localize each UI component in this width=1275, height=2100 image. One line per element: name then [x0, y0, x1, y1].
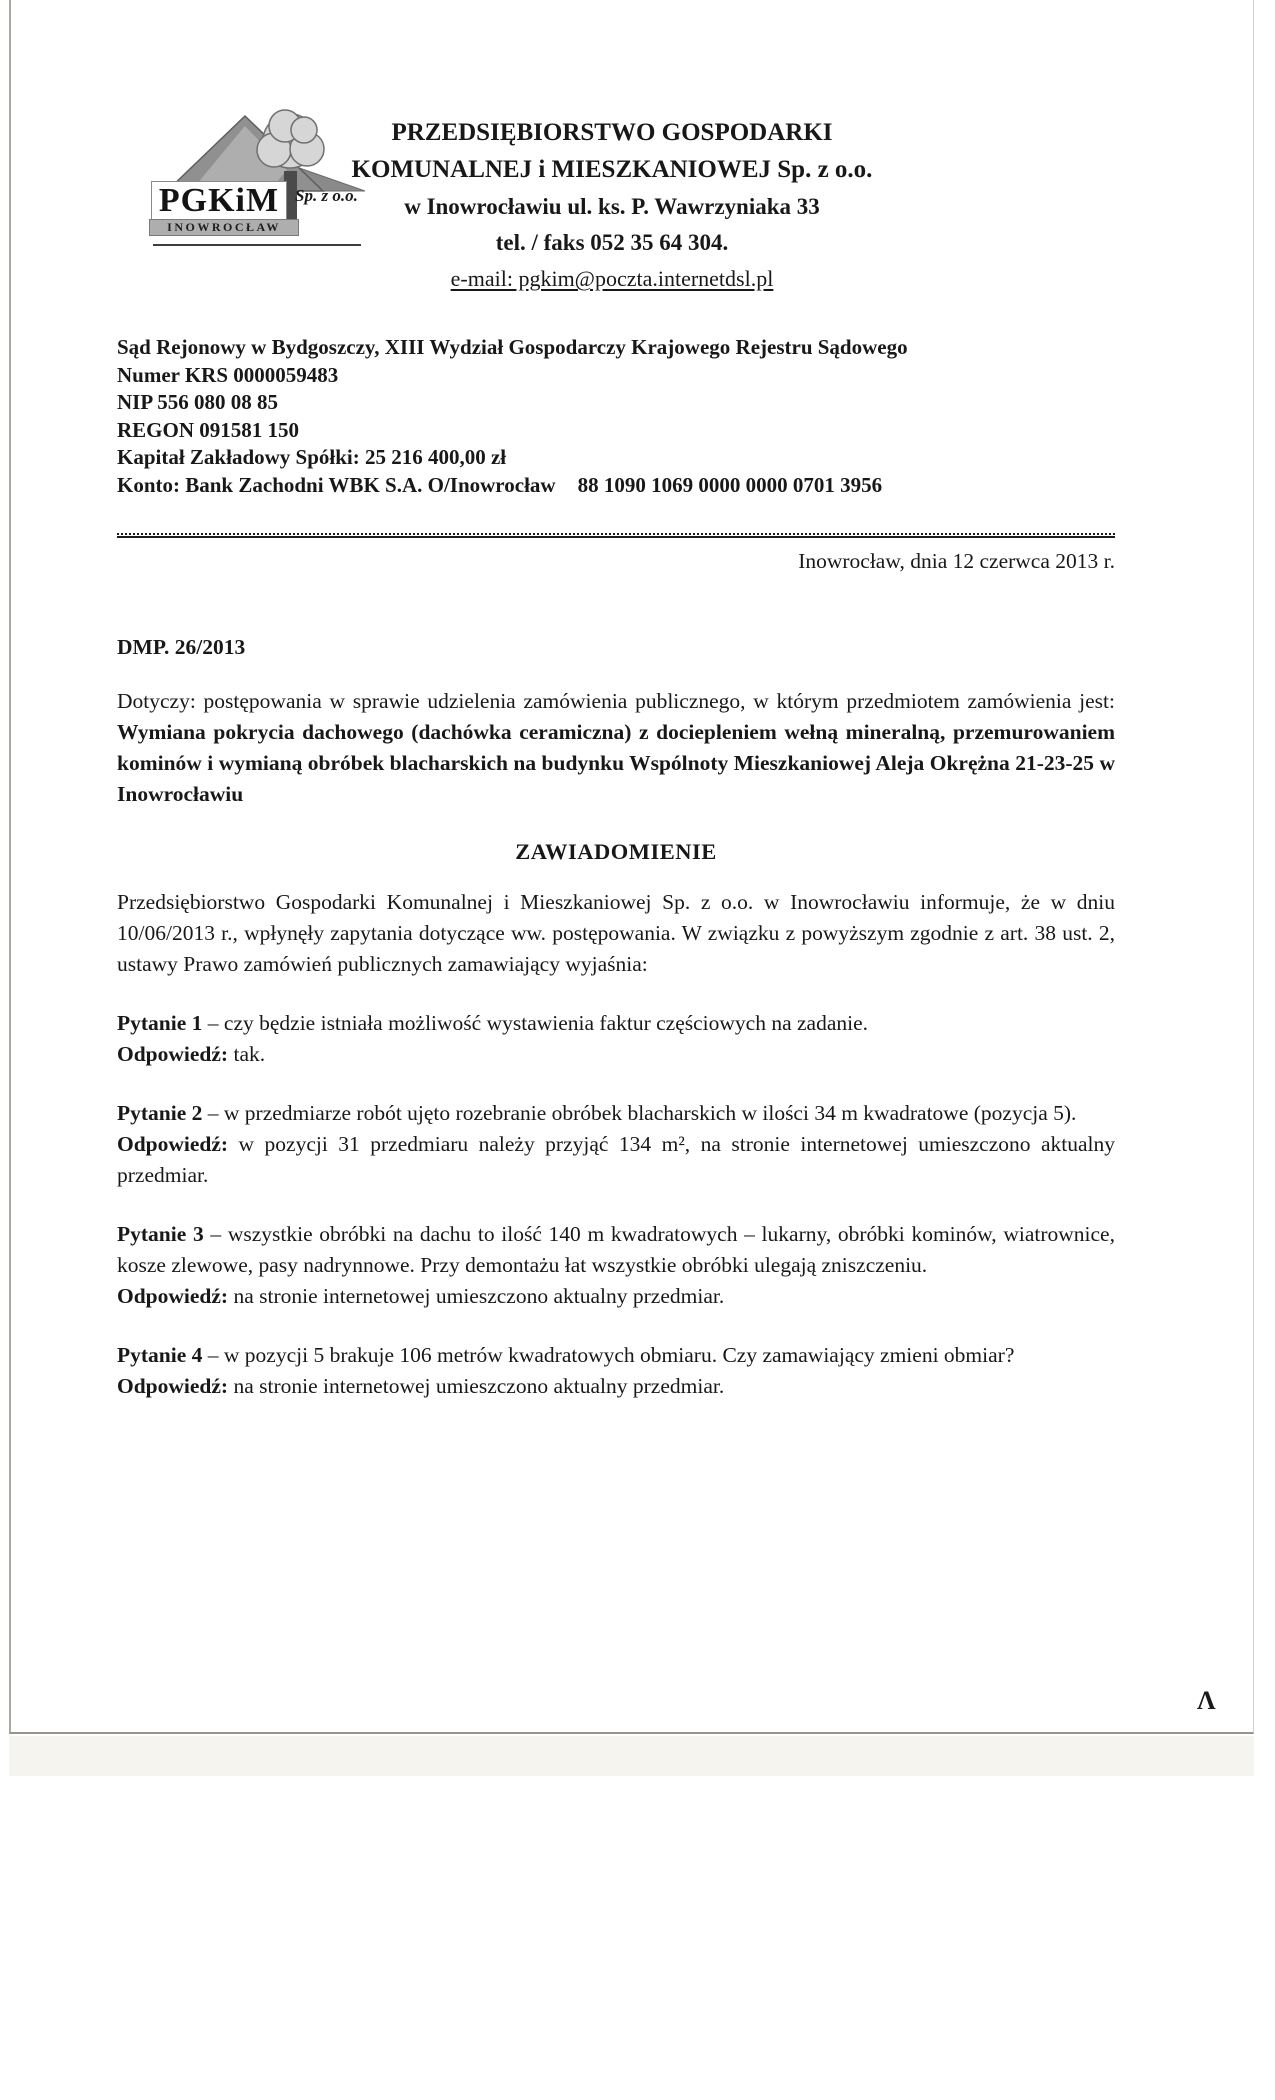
- account-label: Konto: Bank Zachodni WBK S.A. O/Inowrocław: [117, 472, 556, 497]
- letterhead: [117, 86, 1115, 304]
- company-address-line: w Inowrocławiu ul. ks. P. Wawrzyniaka 33: [404, 194, 820, 219]
- question-4: [117, 1340, 1115, 1371]
- subject-lead: Dotyczy: postępowania w sprawie udzielenia zamówienia publicznego, w którym przedmiotem zamówienia jest:: [117, 689, 1115, 713]
- logo-company-abbrev: PGKiM: [151, 181, 287, 221]
- company-email-line: e-mail: pgkim@poczta.internetdsl.pl: [450, 266, 774, 291]
- question-3: [117, 1219, 1115, 1281]
- notice-title: ZAWIADOMIENIE: [515, 839, 717, 864]
- question-4-label: Pytanie 4: [117, 1343, 203, 1367]
- qa-block-4: [117, 1340, 1115, 1402]
- question-1-label: Pytanie 1: [117, 1011, 203, 1035]
- question-1-text: – czy będzie istniała możliwość wystawienia faktur częściowych na zadanie.: [202, 1011, 869, 1035]
- registration-block: [117, 334, 1115, 499]
- registration-regon: REGON 091581 150: [117, 417, 300, 442]
- question-1: [117, 1008, 1115, 1039]
- document-page: [9, 0, 1254, 1734]
- intro-paragraph: Przedsiębiorstwo Gospodarki Komunalnej i Mieszkaniowej Sp. z o.o. w Inowrocławiu informuje, że w dniu 10/06/2013 r., wpłynęły zapytania dotyczące ww. postępowania. W związku z powyższym zgodnie z art. 38 ust. 2, ustawy Prawo zamówień publicznych zamawiający wyjaśnia:: [117, 890, 1115, 976]
- question-3-text: – wszystkie obróbki na dachu to ilość 140 m kwadratowych – lukarny, obróbki kominów, wiatrownice, kosze zlewowe, pasy nadrynnowe. Przy demontażu łat wszystkie obróbki ulegają zniszczeniu.: [117, 1222, 1115, 1277]
- question-3-label: Pytanie 3: [117, 1222, 204, 1246]
- question-2-label: Pytanie 2: [117, 1101, 203, 1125]
- answer-1-text: tak.: [228, 1042, 266, 1066]
- registration-capital: Kapitał Zakładowy Spółki: 25 216 400,00 zł: [117, 445, 507, 469]
- question-4-text: – w pozycji 5 brakuje 106 metrów kwadratowych obmiaru. Czy zamawiający zmieni obmiar?: [202, 1343, 1015, 1367]
- subject-bold: Wymiana pokrycia dachowego (dachówka ceramiczna) z dociepleniem wełną mineralną, przemurowaniem kominów i wymianą obróbek blacharskich na budynku Wspólnoty Mieszkaniowej Aleja Okrężna 21-23-25 w Inowrocławiu: [117, 720, 1115, 806]
- reference-number: DMP. 26/2013: [117, 635, 246, 659]
- answer-2-text: w pozycji 31 przedmiaru należy przyjąć 134 m², na stronie internetowej umieszczono aktualny przedmiar.: [117, 1132, 1115, 1187]
- dateline: Inowrocław, dnia 12 czerwca 2013 r.: [798, 549, 1115, 573]
- page-bottom-shadow: [9, 1736, 1254, 1776]
- qa-block-3: [117, 1219, 1115, 1312]
- company-name-line2: KOMUNALNEJ i MIESZKANIOWEJ Sp. z o.o.: [351, 156, 873, 183]
- question-2-text: – w przedmiarze robót ujęto rozebranie obróbek blacharskich w ilości 34 m kwadratowe (pozycja 5).: [202, 1101, 1077, 1125]
- registration-nip: NIP 556 080 08 85: [117, 390, 279, 414]
- company-header: [342, 114, 882, 297]
- answer-4-text: na stronie internetowej umieszczono aktualny przedmiar.: [228, 1374, 725, 1398]
- logo-company-suffix: Sp. z o.o.: [295, 186, 358, 205]
- answer-2: [117, 1129, 1115, 1191]
- answer-1: [117, 1039, 1115, 1070]
- registration-account: [117, 472, 1115, 500]
- account-number: 88 1090 1069 0000 0000 0701 3956: [577, 472, 883, 497]
- subject-paragraph: [117, 686, 1115, 810]
- answer-1-label: Odpowiedź:: [117, 1042, 229, 1066]
- registration-krs: Numer KRS 0000059483: [117, 362, 339, 387]
- question-2: [117, 1098, 1115, 1129]
- registration-court: Sąd Rejonowy w Bydgoszczy, XIII Wydział Gospodarczy Krajowego Rejestru Sądowego: [117, 335, 908, 359]
- answer-3-label: Odpowiedź:: [117, 1284, 229, 1308]
- qa-block-1: [117, 1008, 1115, 1070]
- company-name-line1: PRZEDSIĘBIORSTWO GOSPODARKI: [391, 119, 833, 146]
- logo-city-banner: INOWROCŁAW: [149, 219, 299, 236]
- dotted-separator: [117, 533, 1115, 538]
- answer-3-text: na stronie internetowej umieszczono aktualny przedmiar.: [228, 1284, 725, 1308]
- qa-block-2: [117, 1098, 1115, 1191]
- logo-underline: [153, 244, 361, 246]
- answer-4: [117, 1371, 1115, 1402]
- answer-4-label: Odpowiedź:: [117, 1374, 229, 1398]
- company-phone-line: tel. / faks 052 35 64 304.: [495, 230, 729, 255]
- answer-3: [117, 1281, 1115, 1312]
- answer-2-label: Odpowiedź:: [117, 1132, 229, 1156]
- corner-mark: Λ: [1197, 1686, 1216, 1715]
